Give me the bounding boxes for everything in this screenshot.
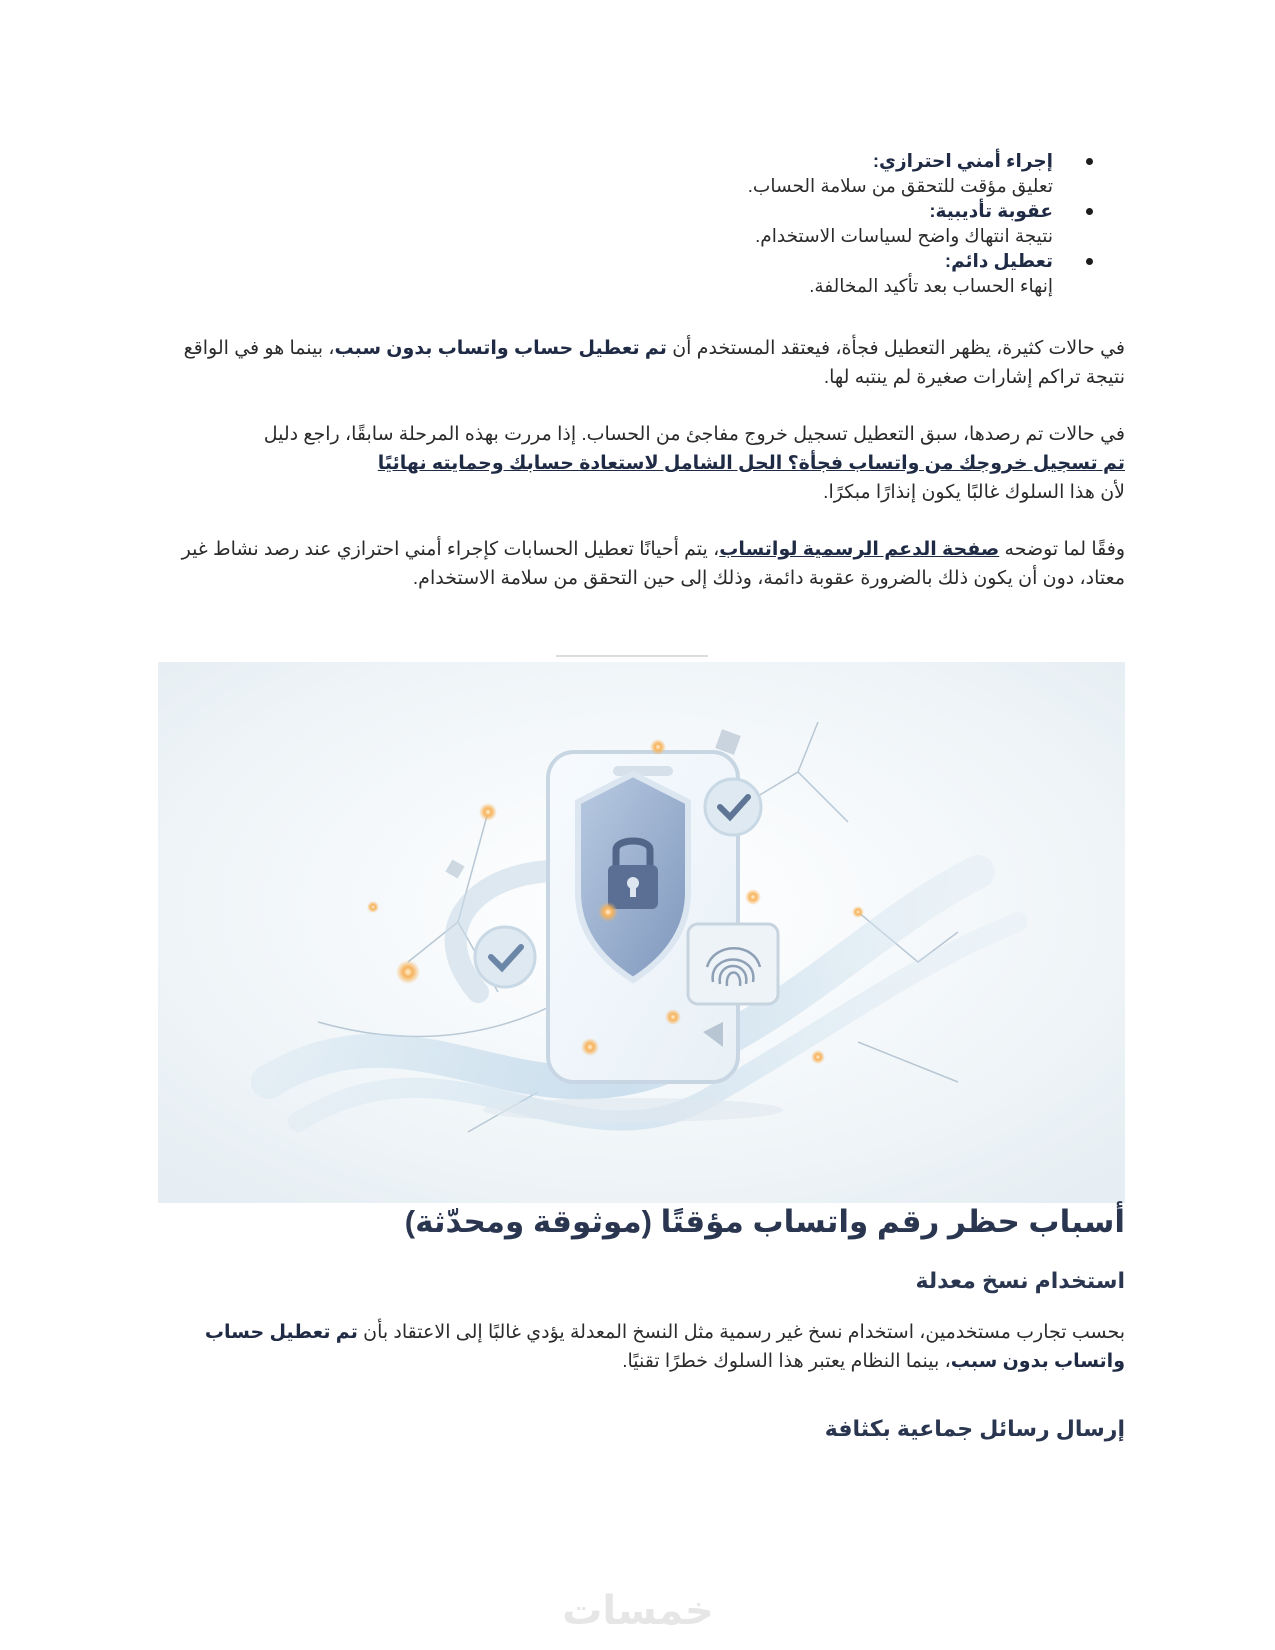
section-divider [556,655,708,657]
bullet-title: تعطيل دائم: [944,250,1053,271]
section-heading: أسباب حظر رقم واتساب مؤقتًا (موثوقة ومحدّثة) [404,1204,1125,1239]
paragraph-modified-versions [150,1318,1125,1376]
paragraph-sudden-disable [150,334,1125,392]
paragraph-text: لأن هذا السلوك غالبًا يكون إنذارًا مبكرًا. [823,482,1125,503]
subsection-title: استخدام نسخ معدلة [915,1268,1125,1293]
subsection-title: إرسال رسائل جماعية بكثافة [824,1416,1125,1441]
paragraph-official-support [150,535,1125,593]
bullet-item [493,198,1053,248]
paragraph-text: في حالات كثيرة، يظهر التعطيل فجأة، فيعتقد المستخدم أن [666,338,1125,359]
phone-notch [613,766,673,776]
paragraph-text: ، يتم أحيانًا تعطيل الحسابات كإجراء أمني احترازي عند رصد نشاط غير معتاد، دون أن يكون ذلك بالضرورة عقوبة دائمة، وذلك إلى حين التحقق من سلامة الاستخدام. [181,539,1125,589]
official-support-link[interactable]: صفحة الدعم الرسمية لواتساب [719,539,1000,560]
bullet-item [493,148,1053,198]
phone-shadow [483,1098,783,1122]
bullet-title: إجراء أمني احترازي: [872,150,1053,171]
bullet-description: تعليق مؤقت للتحقق من سلامة الحساب. [747,175,1053,196]
paragraph-logout-guide [150,420,1125,507]
bullet-item [493,248,1053,298]
bullet-dot-icon [1086,258,1093,265]
bullet-description: نتيجة انتهاك واضح لسياسات الاستخدام. [755,225,1053,246]
paragraph-text: في حالات تم رصدها، سبق التعطيل تسجيل خروج مفاجئ من الحساب. إذا مررت بهذه المرحلة سابقًا، راجع دليل [263,424,1125,445]
security-illustration-svg [158,662,1125,1203]
security-illustration [158,662,1125,1203]
check-badge-icon [475,927,535,987]
bullet-dot-icon [1086,158,1093,165]
paragraph-text: ، بينما النظام يعتبر هذا السلوك خطرًا تقنيًا. [622,1351,951,1372]
paragraph-bold: تم تعطيل حساب واتساب بدون سبب [334,338,667,359]
bullet-title: عقوبة تأديبية: [929,200,1053,221]
watermark-logo: خمسات [562,1589,714,1633]
logout-guide-link[interactable]: تم تسجيل خروجك من واتساب فجأة؟ الحل الشامل لاستعادة حسابك وحمايته نهائيًا [377,453,1125,474]
bullet-list [493,148,1053,298]
check-badge-icon [705,779,761,835]
paragraph-text: ، بينما هو في الواقع نتيجة تراكم إشارات صغيرة لم ينتبه لها. [183,338,1125,388]
bullet-dot-icon [1086,208,1093,215]
paragraph-text: وفقًا لما توضحه [999,539,1125,560]
bullet-description: إنهاء الحساب بعد تأكيد المخالفة. [809,275,1053,296]
fingerprint-icon [688,924,778,1004]
paragraph-bold: تم تعطيل حساب واتساب بدون سبب [204,1322,1125,1372]
paragraph-text: بحسب تجارب مستخدمين، استخدام نسخ غير رسمية مثل النسخ المعدلة يؤدي غالبًا إلى الاعتقاد بأن [357,1322,1125,1343]
